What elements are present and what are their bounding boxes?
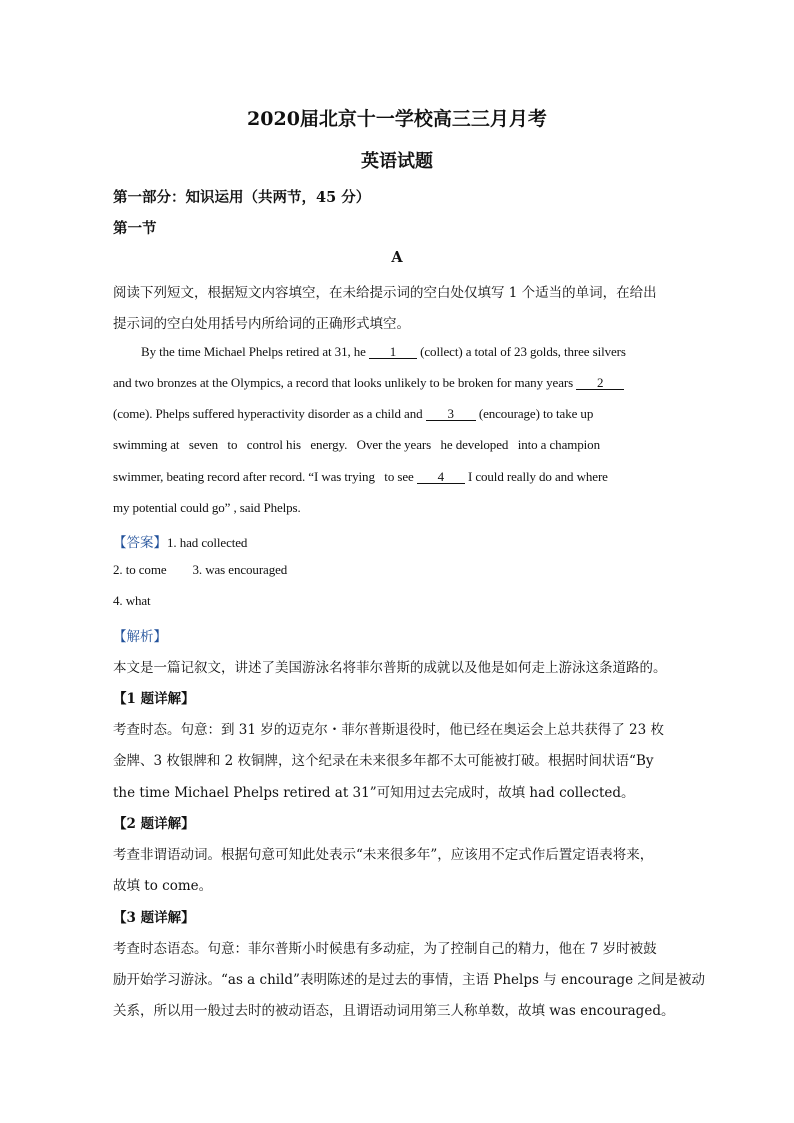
passage-text: (come). Phelps suffered hyperactivity disorder as a child and	[113, 406, 426, 421]
q2-line-1: 考查非谓语动词。根据句意可知此处表示“未来很多年”，应该用不定式作后置定语表将来，	[113, 847, 654, 863]
passage-text: (encourage) to take up	[475, 406, 594, 421]
q1-line-3: the time Michael Phelps retired at 31”可知用过去完成时，故填 had collected。	[113, 785, 635, 801]
q3-line-1: 考查时态语态。句意：菲尔普斯小时候患有多动症，为了控制自己的精力，他在 7 岁时被鼓	[113, 941, 657, 957]
passage-text: swimmer, beating record after record. “I was trying to see	[113, 469, 417, 484]
q3-line-3: 关系，所以用一般过去时的被动语态，且谓语动词用第三人称单数，故填 was encouraged。	[113, 1003, 675, 1019]
q1-heading: 【1 题详解】	[113, 691, 195, 707]
passage-line-3	[113, 406, 593, 422]
blank-1: 1	[369, 346, 417, 359]
q1-line-2: 金牌、3 枚银牌和 2 枚铜牌，这个纪录在未来很多年都不太可能被打破。根据时间状语“By	[113, 753, 654, 769]
answer-3: 3. was encouraged	[192, 562, 288, 577]
section-heading: 第一节	[113, 220, 157, 237]
blank-3: 3	[426, 408, 476, 421]
passage-line-6: my potential could go” , said Phelps.	[113, 500, 301, 515]
passage-line-5	[113, 469, 608, 485]
analysis-tag: 【解析】	[113, 629, 167, 645]
passage-line-4: swimming at seven to control his energy. Over the years he developed into a champion	[113, 437, 600, 452]
q3-line-2: 励开始学习游泳。“as a child”表明陈述的是过去的事情，主语 Phelps 与 encourage 之间是被动	[113, 972, 705, 988]
blank-2: 2	[576, 377, 624, 390]
answer-tag: 【答案】	[113, 535, 167, 551]
passage-text: I could really do and where	[464, 469, 608, 484]
q1-line-1: 考查时态。句意：到 31 岁的迈克尔・菲尔普斯退役时，他已经在奥运会上总共获得了 23 枚	[113, 722, 665, 738]
blank-4: 4	[417, 471, 465, 484]
passage-text: (collect) a total of 23 golds, three silvers	[417, 344, 626, 359]
q3-heading: 【3 题详解】	[113, 910, 195, 926]
answer-line-2	[113, 562, 287, 578]
instruction-line-2: 提示词的空白处用括号内所给词的正确形式填空。	[113, 316, 410, 332]
answer-1: 1. had collected	[167, 535, 248, 550]
document-subtitle: 英语试题	[361, 151, 433, 172]
q2-heading: 【2 题详解】	[113, 816, 195, 832]
answer-2: 2. to come	[113, 562, 167, 577]
passage-line-2	[113, 375, 624, 391]
answer-4: 4. what	[113, 593, 151, 608]
analysis-summary: 本文是一篇记叙文，讲述了美国游泳名将菲尔普斯的成就以及他是如何走上游泳这条道路的。	[113, 660, 667, 676]
q2-line-2: 故填 to come。	[113, 878, 213, 894]
passage-label: A	[391, 249, 403, 266]
part-heading: 第一部分：知识运用（共两节，45 分）	[113, 189, 371, 206]
passage-line-1	[141, 344, 626, 360]
instruction-line-1: 阅读下列短文，根据短文内容填空，在未给提示词的空白处仅填写 1 个适当的单词，在给出	[113, 285, 657, 301]
passage-text: By the time Michael Phelps retired at 31, he	[141, 344, 369, 359]
passage-text: and two bronzes at the Olympics, a record that looks unlikely to be broken for many years	[113, 375, 577, 390]
answer-line-1	[113, 531, 247, 551]
document-title: 2020届北京十一学校高三三月月考	[247, 108, 547, 130]
